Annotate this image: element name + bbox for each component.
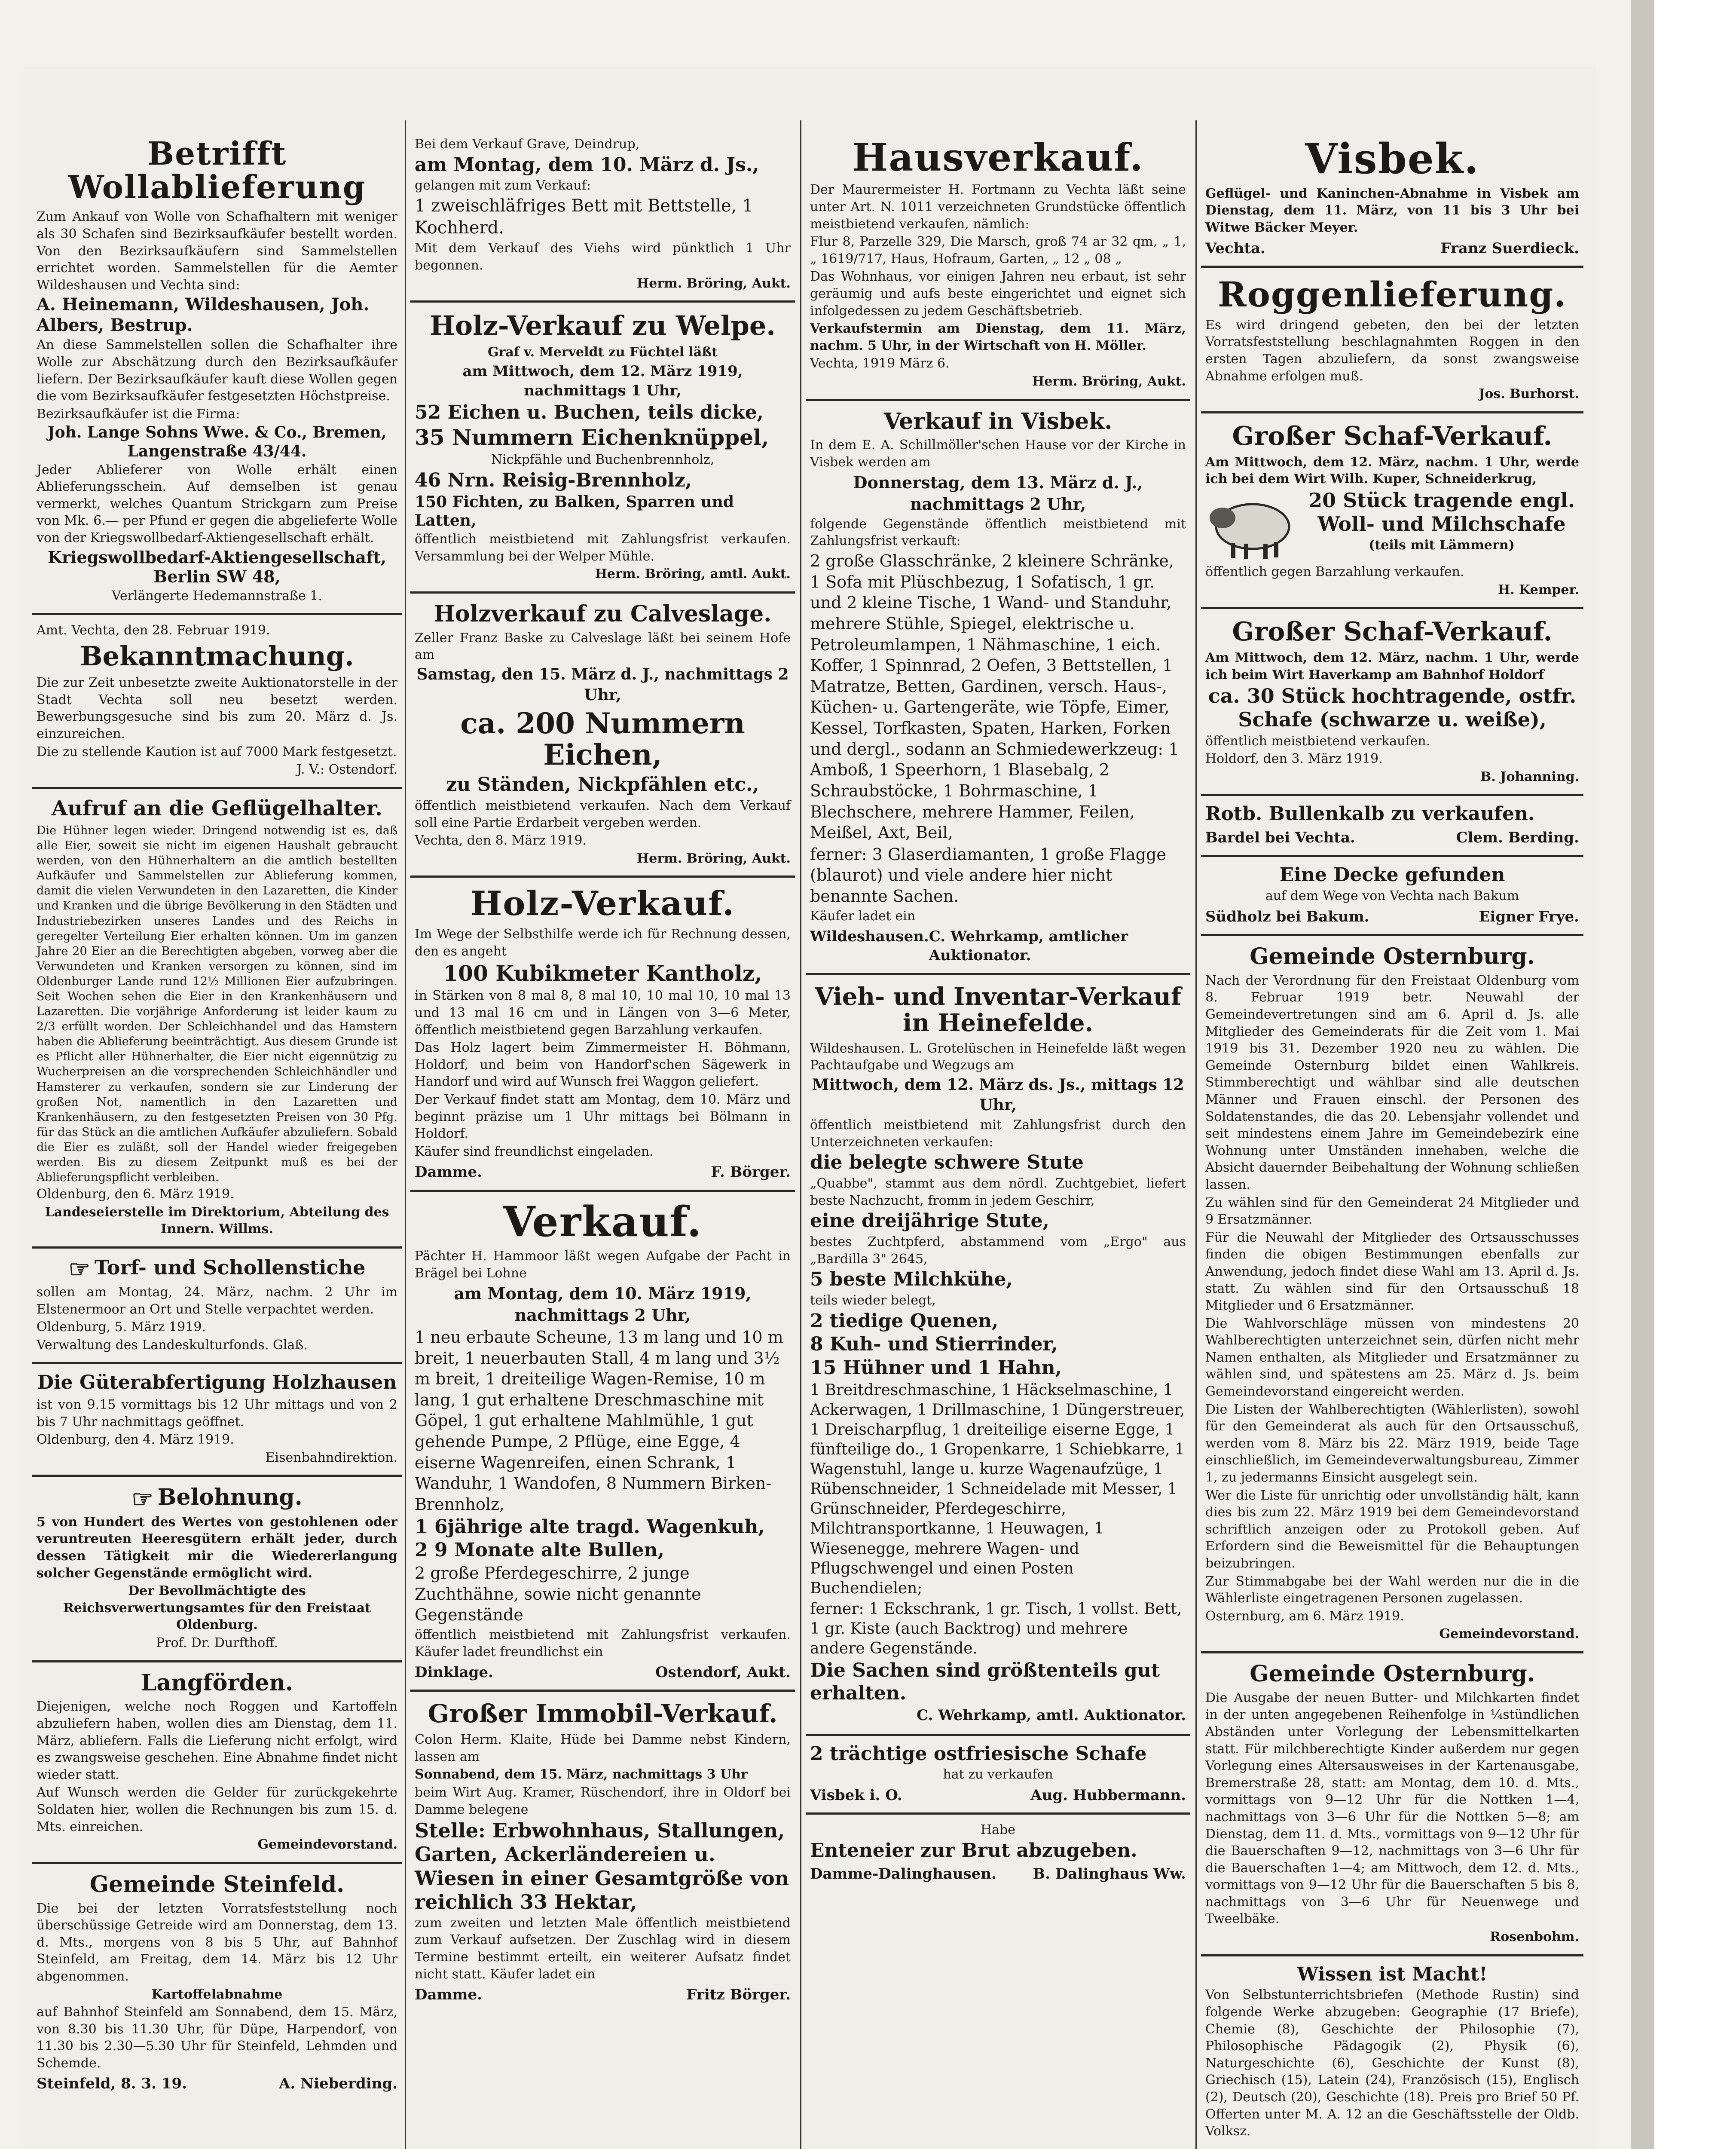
ad-names: A. Heinemann, Wildeshausen, Joh. Albers, Bestrup. xyxy=(37,294,370,336)
ad-text: folgende Gegenstände öffentlich meistbietend mit Zahlungsfrist verkauft: xyxy=(810,516,1186,549)
ad-text: hat zu verkaufen xyxy=(943,1767,1053,1782)
ad-text: Jeder Ablieferer von Wolle erhält einen Ablieferungsschein. Auf demselben ist genau vermerkt, welches Quantum Strickgarn zum Preise von Mk. 6.— per Pfund er gegen die abgelieferte Wolle von der Kriegswollbedarf-Aktiengesellschaft erhält. xyxy=(37,462,397,546)
ad-title: Aufruf an die Geflügelhalter. xyxy=(51,796,383,820)
ad-text: Geflügel- und Kaninchen-Abnahme in Visbek am Dienstag, dem 11. März, von 11 bis 3 Uhr bei Witwe Bäcker Meyer. xyxy=(1205,186,1579,235)
ad-text: gelangen mit zum Verkauf: xyxy=(415,178,591,193)
ad-signature-place: Wildeshausen. xyxy=(810,928,929,946)
ad-text: Am Mittwoch, dem 12. März, nachm. 1 Uhr, werde ich beim Wirt Haverkamp am Bahnhof Holdorf xyxy=(1205,650,1579,683)
ad-schafe xyxy=(806,1736,1190,1815)
sheep-icon xyxy=(1205,492,1296,561)
ad-schaf-verkauf-1 xyxy=(1201,413,1583,609)
ad-text: in Stärken von 8 mal 8, 8 mal 10, 10 mal 10, 10 mal 13 und 13 mal 16 cm und in Längen von 3—6 Meter, öffentlich meistbietend gegen Barzahlung verkaufen. xyxy=(415,988,791,1038)
ad-text: beim Wirt Aug. Kramer, Rüschendorf, ihre in Oldorf bei Damme belegene xyxy=(415,1785,791,1817)
ad-firm: Joh. Lange Sohns Wwe. & Co., Bremen, Langenstraße 43/44. xyxy=(47,423,387,460)
ad-text: sollen am Montag, 24. März, nachm. 2 Uhr im Elstenermoor an Ort und Stelle verpachtet werden. xyxy=(37,1285,397,1317)
ad-schaf-verkauf-2 xyxy=(1201,609,1583,796)
ad-title: Wissen ist Macht! xyxy=(1297,1963,1488,1985)
ad-item-detail: Nickpfähle und Buchenbrennholz, xyxy=(491,452,715,468)
ad-text: Im Wege der Selbsthilfe werde ich für Rechnung dessen, den es angeht xyxy=(415,927,791,959)
ad-item-detail: teils wieder belegt, xyxy=(810,1292,936,1308)
ad-text: Mit dem Verkauf des Viehs wird pünktlich 1 Uhr begonnen. xyxy=(415,241,791,273)
ad-holz-calveslage xyxy=(410,594,795,878)
ad-item: eine dreijährige Stute, xyxy=(810,1210,1049,1232)
ad-title: Eine Decke gefunden xyxy=(1279,864,1505,886)
ad-signature: Herm. Bröring, amtl. Aukt. xyxy=(595,566,791,582)
ad-date-line: am Montag, dem 10. März d. Js., xyxy=(415,153,759,176)
ad-text: Zum Ankauf von Wolle von Schafhaltern mit weniger als 30 Schafen sind Bezirksaufkäufer bestellt worden. Von den Bezirksaufkäufern sind Sammelstellen errichtet worden. Sammelstellen für die Aemter Wildeshausen und Vechta sind: xyxy=(37,209,397,293)
ad-signature-place: Dinklage. xyxy=(415,1664,493,1681)
ad-text: Die bei der letzten Vorratsfeststellung noch überschüssige Getreide wird am Donnerstag, dem 13. d. Mts., morgens von 8 bis 5 Uhr, auf Bahnhof Steinfeld, am Freitag, dem 14. März bis 12 Uhr abgenommen. xyxy=(37,1901,397,1984)
ad-title: Roggenlieferung. xyxy=(1217,274,1567,315)
page-margin xyxy=(1654,0,1736,2149)
ad-date-line: am Montag, dem 10. März 1919, nachmittags 2 Uhr, xyxy=(454,1283,752,1325)
ad-title: Holz-Verkauf zu Welpe. xyxy=(430,310,776,342)
ad-signature: Herm. Bröring, Aukt. xyxy=(1032,373,1186,389)
ad-subtitle: Kartoffelabnahme xyxy=(151,1987,283,2002)
ad-date-line: Samstag, den 15. März d. J., nachmittags 2 Uhr, xyxy=(416,665,789,704)
ad-roggenlieferung xyxy=(1201,268,1583,413)
ad-item: die belegte schwere Stute xyxy=(810,1151,1084,1174)
ad-verkauf-visbek xyxy=(806,401,1190,975)
ad-text: Für die Neuwahl der Mitglieder des Ortsausschusses finden die obigen Bestimmungen ebenfalls zur Anwendung, jedoch findet diese Wahl am 13. April d. Js. statt. Zu wählen sind für den Ortsausschuß 18 Mitglieder und 6 Ersatzmänner. xyxy=(1205,1230,1579,1313)
ad-date-line: Mittwoch, dem 12. März ds. Js., mittags 12 Uhr, xyxy=(812,1075,1184,1114)
ad-signature-place: Visbek i. O. xyxy=(810,1786,902,1804)
ad-title: Betrifft Wollablieferung xyxy=(68,135,366,206)
ad-steinfeld xyxy=(32,1864,402,2101)
ad-signature: Franz Suerdieck. xyxy=(1440,239,1579,257)
ad-item: 100 Kubikmeter Kantholz, xyxy=(443,961,762,986)
ad-text: Der Maurermeister H. Fortmann zu Vechta läßt seine unter Art. N. 1011 verzeichneten Grundstücke öffentlich meistbietend verkaufen, nämlich: xyxy=(810,182,1186,232)
ad-text: Wer die Liste für unrichtig oder unvollständig hält, kann dies bis zum 22. März 1919 bei dem Gemeindevorstand schriftlich anzeigen oder zu Protokoll geben. Auf Erfordern sind die Beweismittel für die Behauptungen beizubringen. xyxy=(1205,1488,1579,1571)
ad-signature: J. V.: Ostendorf. xyxy=(296,762,397,778)
ad-wissen-ist-macht xyxy=(1201,1956,1583,2149)
column-4 xyxy=(1201,129,1583,2149)
ad-text: Der Bevollmächtigte des Reichsverwertungsamtes für den Freistaat Oldenburg. xyxy=(63,1583,371,1633)
ad-text: Graf v. Merveldt zu Füchtel läßt xyxy=(487,345,718,360)
ad-signature: Landeseierstelle im Direktorium, Abteilung des Innern. Willms. xyxy=(45,1204,389,1237)
column-2 xyxy=(410,129,795,2149)
ad-title: Holzverkauf zu Calveslage. xyxy=(434,601,772,628)
pointing-hand-icon: ☞ xyxy=(68,1255,90,1283)
column-3 xyxy=(806,129,1190,2149)
ad-gemeinde-osternburg-karten xyxy=(1201,1653,1583,1956)
ad-belohnung xyxy=(32,1477,402,1662)
ad-text: Verkaufstermin am Dienstag, dem 11. März, nachm. 5 Uhr, in der Wirtschaft von H. Möller. xyxy=(810,321,1186,353)
ad-text: Flur 8, Parzelle 329, Die Marsch, groß 74 ar 32 qm, „ 1, „ 1619/717, Haus, Hofraum, Garten, „ 12 „ 08 „ xyxy=(810,234,1186,266)
ad-text: Nach der Verordnung für den Freistaat Oldenburg vom 8. Februar 1919 betr. Neuwahl der Gemeindevertretungen sind am 6. April d. Js. alle Mitglieder des Gemeinderats für die Zeit vom 1. Mai 1919 bis 31. Dezember 1920 neu zu wählen. Die Gemeinde Osternburg bildet einen Wahlkreis. Stimmberechtigt und wählbar sind alle deutschen Männer und Frauen einschl. der Personen des Soldatenstandes, die das 20. Lebensjahr vollendet und seit mindestens einem Jahre im Gemeindebezirk eine Wohnung unter Umständen innehaben, welche die Absicht dauernder Beibehaltung der Wohnung schließen lassen. xyxy=(1205,973,1579,1192)
ad-date: Oldenburg, den 4. März 1919. xyxy=(37,1432,234,1448)
ad-title: Gemeinde Osternburg. xyxy=(1250,943,1535,970)
ad-signature-place: Steinfeld, 8. 3. 19. xyxy=(37,2075,187,2093)
ad-title: Vieh- und Inventar-Verkauf in Heinefelde. xyxy=(815,982,1181,1038)
ad-text: Die zu stellende Kaution ist auf 7000 Mark festgesetzt. xyxy=(37,744,397,759)
ad-item: 150 Fichten, zu Balken, Sparren und Latten, xyxy=(415,493,734,530)
ad-text: Pächter H. Hammoor läßt wegen Aufgabe der Pacht in Brägel bei Lohne xyxy=(415,1249,791,1281)
ad-signature-place: Südholz bei Bakum. xyxy=(1205,908,1369,925)
ad-signature-line: Verlängerte Hedemannstraße 1. xyxy=(112,588,322,603)
ad-signature: Kriegswollbedarf-Aktiengesellschaft, Berlin SW 48, xyxy=(48,547,386,587)
ad-gueterabfertigung xyxy=(32,1364,402,1477)
ad-text: öffentlich meistbietend verkaufen. xyxy=(1205,733,1430,749)
ad-signature: Rosenbohm. xyxy=(1490,1929,1579,1945)
ad-text: Diejenigen, welche noch Roggen und Kartoffeln abzuliefern haben, wollen dies am Dienstag, dem 11. März, abliefern. Falls die Lieferung nicht erfolgt, wird es zwangsweise geschehen. Eine Abnahme findet nicht wieder statt. xyxy=(37,1699,397,1782)
ad-immobil-verkauf xyxy=(410,1692,795,2012)
ad-text: Die zur Zeit unbesetzte zweite Auktionatorstelle in der Stadt Vechta soll neu besetzt werden. Bewerbungsgesuche sind bis zum 20. März d. Js. einzureichen. xyxy=(37,675,397,741)
column-rule xyxy=(1195,120,1197,2149)
ad-gemeinde-osternburg-wahl xyxy=(1201,936,1583,1653)
ad-text: öffentlich meistbietend mit Zahlungsfrist verkaufen. Versammlung bei der Welper Mühle. xyxy=(415,532,791,564)
ad-signature-place: Bardel bei Vechta. xyxy=(1205,829,1355,847)
ad-item: 35 Nummern Eichenknüppel, xyxy=(415,425,769,450)
ad-signature: Verwaltung des Landeskulturfonds. Glaß. xyxy=(37,1337,308,1353)
ad-title: Bekanntmachung. xyxy=(80,640,354,672)
ad-item: 15 Hühner und 1 Hahn, xyxy=(810,1357,1062,1379)
ad-signature: Jos. Burhorst. xyxy=(1479,386,1579,402)
ad-items: ferner: 3 Glaserdiamanten, 1 große Flagge (blaurot) und viele andere hier nicht benannte Sachen. xyxy=(810,845,1166,906)
ad-grave xyxy=(410,129,795,303)
ad-signature-place: Vechta. xyxy=(1205,239,1265,257)
ad-text: Es wird dringend gebeten, den bei der letzten Vorratsfeststellung beschlagnahmten Roggen in den ersten Tagen abzuliefern, da sonst zwangsweise Abnahme erfolgen muß. xyxy=(1205,317,1579,384)
ad-text: In dem E. A. Schillmöller'schen Hause vor der Kirche in Visbek werden am xyxy=(810,438,1186,470)
ad-text: auf dem Wege von Vechta nach Bakum xyxy=(1265,888,1519,904)
ad-text: Die Hühner legen wieder. Dringend notwendig ist es, daß alle Eier, soweit sie nicht im eigenen Haushalt gebraucht werden, von den Hühnerhaltern an die amtlich bestellten Aufkäufer und Sammelstellen zur Ablieferung kommen, damit die vielen Verwundeten in den Lazaretten, die Kinder und Kranken und die übrige Bevölkerung in den Städten und Industriebezirken unseres Landes und des Reichs in geregelter Verteilung Eier erhalten können. Um im ganzen Jahre 20 Eier an die Berechtigten abgeben, vorweg aber die Verwundeten und Kranken versorgen zu können, sind im Oldenburger Lande rund 12½ Millionen Eier aufzubringen. Seit Wochen sehen die Eier in den Krankenhäusern und Lazaretten. Die vorjährige Anforderung ist leider kaum zu 2/3 erfüllt worden. Der Schleichhandel und das Hamstern haben die Ablieferung beeinträchtigt. Aus diesem Grunde ist es Pflicht aller Hühnerhalter, die Eier nicht eigennützig zu Wucherpreisen an die vorsprechenden Schleichhändler und Hamsterer zu verkaufen, sondern sie zur Linderung der großen Not, namentlich in den Lazaretten und Krankenhäusern, zu den festgesetzten Preisen von 30 Pfg. für das Stück an die amtlichen Aufkäufer abzuliefern. Sobald die Eier es zuläßt, soll der Handel wieder freigegeben werden. Bis zu diesem Zeitpunkt muß es bei der Ablieferungspflicht verbleiben. xyxy=(37,823,397,1185)
ad-text: öffentlich meistbietend mit Zahlungsfrist durch den Unterzeichneten verkaufen: xyxy=(810,1117,1186,1150)
column-1 xyxy=(32,129,402,2149)
ad-date: Holdorf, den 3. März 1919. xyxy=(1205,751,1383,767)
ad-title: Großer Schaf-Verkauf. xyxy=(1232,617,1553,647)
ad-date-line: Donnerstag, dem 13. März d. J., nachmittags 2 Uhr, xyxy=(853,472,1143,514)
ad-text: Das Wohnhaus, vor einigen Jahren neu erbaut, ist sehr geräumig und aufs beste eingerichtet und eignet sich infolgedessen zu jedem Geschäftsbetrieb. xyxy=(810,269,1186,318)
ad-holz-verkauf xyxy=(410,878,795,1191)
ad-title: Holz-Verkauf. xyxy=(470,884,735,924)
ad-date-line: am Mittwoch, dem 12. März 1919, nachmittags 1 Uhr, xyxy=(462,362,743,399)
ad-date: Vechta, 1919 März 6. xyxy=(810,356,950,371)
ad-title: Großer Schaf-Verkauf. xyxy=(1232,421,1553,451)
ad-signature: F. Börger. xyxy=(711,1163,791,1181)
ad-text: Auf Wunsch werden die Gelder für zurückgekehrte Soldaten hier, wollen die Rechnungen bis zum 15. d. Mts. einreichen. xyxy=(37,1785,397,1834)
ad-holz-welpe xyxy=(410,303,795,594)
ad-signature: Eigner Frye. xyxy=(1479,908,1579,925)
ad-signature: Clem. Berding. xyxy=(1456,829,1579,847)
ad-title: Verkauf. xyxy=(503,1197,703,1246)
ad-signature: Ostendorf, Aukt. xyxy=(655,1664,791,1681)
ad-signature: Fritz Börger. xyxy=(686,1986,791,2004)
ad-title: Großer Immobil-Verkauf. xyxy=(428,1699,778,1729)
ad-text: Das Holz lagert beim Zimmermeister H. Böhmann, Holdorf, und beim von Handorf'schen Sägewerk in Handorf und wird auf Wunsch frei Waggon geliefert. xyxy=(415,1040,791,1090)
ad-title: Gemeinde Osternburg. xyxy=(1250,1660,1535,1687)
ad-items: 1 zweischläfriges Bett mit Bettstelle, 1 Kochherd. xyxy=(415,196,753,238)
ad-item: 2 9 Monate alte Bullen, xyxy=(415,1539,664,1561)
ad-verkauf-hammoor xyxy=(410,1192,795,1692)
ad-text: Habe xyxy=(980,1822,1015,1838)
ad-item: ca. 30 Stück hochtragende, ostfr. Schafe (schwarze u. weiße), xyxy=(1208,684,1577,732)
pointing-hand-icon: ☞ xyxy=(131,1485,153,1513)
ad-date: Osternburg, am 6. März 1919. xyxy=(1205,1608,1404,1624)
ad-title: Gemeinde Steinfeld. xyxy=(89,1871,345,1898)
ad-signature: H. Kemper. xyxy=(1498,582,1579,597)
ad-signature: Aug. Hubbermann. xyxy=(1030,1786,1186,1804)
ad-text: zum zweiten und letzten Male öffentlich meistbietend zum Verkauf aufsetzen. Der Zuschlag wird in diesem Termine bestimmt erteilt, ein weiterer Aufsatz findet nicht statt. Käufer ladet ein xyxy=(415,1915,791,1982)
ad-signature: Herm. Bröring, Aukt. xyxy=(636,851,791,866)
ad-text: Der Verkauf findet statt am Montag, dem 10. März und beginnt präzise um 1 Uhr mittags bei Bölmann in Holdorf. xyxy=(415,1092,791,1142)
ad-items: 1 Breitdreschmaschine, 1 Häckselmaschine, 1 Ackerwagen, 1 Drillmaschine, 1 Düngerstreuer, 1 Dreischarpflug, 1 dreiteilige eiserne Egge, 1 fünfteilige do., 1 Gropenkarre, 1 Schiebkarre, 1 Wagenstuhl, lange u. kurze Wagenaufzüge, 1 Rübenschneider, 1 Schneidelade mit Messer, 1 Grünschneider, Pferdegeschirre, Milchtransportkanne, 1 Heuwagen, 1 Wiesenegge, mehrere Wagen- und Pflugschwengel und einen Posten Buchendielen; xyxy=(810,1381,1185,1597)
ad-text: Die Wahlvorschläge müssen von mindestens 20 Wahlberechtigten unterzeichnet sein, dürfen nicht mehr Namen enthalten, als Mitglieder und Ersatzmänner zu wählen sind, und spätestens am 25. März d. Js. beim Gemeindevorstand eingereicht werden. xyxy=(1205,1316,1579,1399)
ad-item: 5 beste Milchkühe, xyxy=(810,1268,1013,1291)
ad-text: Käufer sind freundlichst eingeladen. xyxy=(415,1144,654,1159)
ad-text: Käufer ladet ein xyxy=(810,908,916,924)
ad-items: 2 große Pferdegeschirre, 2 junge Zuchthähne, sowie nicht genannte Gegenstände xyxy=(415,1564,701,1625)
ad-item: 20 Stück tragende engl. Woll- und Milchschafe xyxy=(1308,488,1575,536)
ad-text: Zeller Franz Baske zu Calveslage läßt bei seinem Hofe am xyxy=(415,630,791,663)
ad-signature: Eisenbahndirektion. xyxy=(265,1450,397,1465)
ad-items: 2 große Glasschränke, 2 kleinere Schränke, 1 Sofa mit Plüschbezug, 1 Sofatisch, 1 gr. und 2 kleine Tische, 1 Wand- und Standuhr, mehrere Stühle, Spiegel, elektrische u. Petroleumlampen, 1 Nähmaschine, 1 eich. Koffer, 1 Spinnrad, 2 Oefen, 3 Bettstellen, 1 Matratze, Betten, Gardinen, versch. Haus-, Küchen- u. Gartengeräte, wie Töpfe, Eimer, Kessel, Torfkasten, Spaten, Harken, Forken und dergl., sodann an Schmiedewerkzeug: 1 Amboß, 1 Speerhorn, 1 Blasebalg, 2 Schraubstöcke, 1 Bohrmaschine, 1 Blechschere, mehrere Hammer, Feilen, Meißel, Axt, Beil, xyxy=(810,551,1179,842)
ad-text: Zur Stimmabgabe bei der Wahl werden nur die in die Wählerliste eingetragenen Personen zugelassen. xyxy=(1205,1573,1579,1606)
ad-bekanntmachung xyxy=(32,615,402,789)
ad-title: 2 trächtige ostfriesische Schafe xyxy=(810,1742,1147,1765)
ad-signature: C. Wehrkamp, amtl. Auktionator. xyxy=(917,1706,1186,1724)
ad-decke-gefunden xyxy=(1201,857,1583,936)
ad-text: Am Mittwoch, dem 12. März, nachm. 1 Uhr, werde ich bei dem Wirt Wilh. Kuper, Schneiderkrug, xyxy=(1205,454,1579,487)
ad-title: Belohnung. xyxy=(157,1484,303,1511)
ad-signature-place: Damme-Dalinghausen. xyxy=(810,1865,996,1883)
ad-text: öffentlich meistbietend verkaufen. Nach dem Verkauf soll eine Partie Erdarbeit vergeben werden. xyxy=(415,798,791,830)
ad-item: 52 Eichen u. Buchen, teils dicke, xyxy=(415,401,764,423)
ad-signature: C. Wehrkamp, amtlicher Auktionator. xyxy=(929,928,1128,964)
ad-date: Oldenburg, den 6. März 1919. xyxy=(37,1187,234,1202)
column-rule xyxy=(800,120,801,2149)
ad-title: Rotb. Bullenkalb zu verkaufen. xyxy=(1205,803,1535,825)
ad-text: öffentlich meistbietend mit Zahlungsfrist verkaufen. Käufer ladet freundlichst ein xyxy=(415,1627,791,1659)
ad-title: Hausverkauf. xyxy=(852,135,1144,180)
ad-gefluegelhalter xyxy=(32,789,402,1249)
ad-item: Stelle: Erbwohnhaus, Stallungen, Garten, Ackerländereien u. Wiesen in einer Gesamtgröße von reichlich 33 Hektar, xyxy=(415,1819,789,1913)
ad-text: An diese Sammelstellen sollen die Schafhalter ihre Wolle zur Abschätzung durch den Bezirksaufkäufer liefern. Der Bezirksaufkäufer kauft diese Wollen gegen die vom Bezirksaufkäufer festgesetzten Höchstpreise. xyxy=(37,337,397,404)
ad-text: auf Bahnhof Steinfeld am Sonnabend, dem 15. März, von 8.30 bis 11.30 Uhr, für Düpe, Harpendorf, von 11.30 bis 2.30—5.30 Uhr für Steinfeld, Lehmden und Schemde. xyxy=(37,2005,397,2071)
ad-date: Oldenburg, 5. März 1919. xyxy=(37,1319,206,1335)
ad-title: Torf- und Schollenstiche xyxy=(94,1256,366,1279)
ad-signature: A. Nieberding. xyxy=(278,2075,397,2093)
ad-signature-place: Damme. xyxy=(415,1163,482,1181)
ad-visbek-abnahme xyxy=(1201,129,1583,268)
ad-date-line: Sonnabend, dem 15. März, nachmittags 3 Uhr xyxy=(415,1767,748,1782)
ad-langfoerden xyxy=(32,1662,402,1864)
ad-signature: B. Johanning. xyxy=(1480,769,1579,784)
ad-items: ferner: 1 Eckschrank, 1 gr. Tisch, 1 vollst. Bett, 1 gr. Kiste (auch Backtrog) und mehrere andere Gegenstände. xyxy=(810,1600,1182,1657)
ad-text: Colon Herm. Klaite, Hüde bei Damme nebst Kindern, lassen am xyxy=(415,1732,791,1764)
ad-hausverkauf xyxy=(806,129,1190,401)
ad-date: Vechta, den 8. März 1919. xyxy=(415,833,587,848)
ad-text: Die Listen der Wahlberechtigten (Wählerlisten), sowohl für den Gemeinderat als auch für den Ortsausschuß, werden vom 8. März bis 22. März 1919, beide Tage einschließlich, im Gemeindeverwaltungsbureau, Zimmer 1, zu jedermanns Einsicht ausgelegt sein. xyxy=(1205,1402,1579,1485)
ad-item-detail: zu Ständen, Nickpfählen etc., xyxy=(446,774,759,796)
ad-text: Bezirksaufkäufer ist die Firma: xyxy=(37,406,240,422)
ad-torfstiche xyxy=(32,1249,402,1364)
ad-vieh-inventar xyxy=(806,975,1190,1736)
ad-text: öffentlich gegen Barzahlung verkaufen. xyxy=(1205,564,1464,579)
ad-items: 1 neu erbaute Scheune, 13 m lang und 10 m breit, 1 neuerbauten Stall, 4 m lang und 3½ m breit, 1 dreiteilige Wagen-Remise, 10 m lang, 1 gut erhaltene Dreschmaschine mit Göpel, 1 gut erhaltene Mahlmühle, 1 gut gehende Pumpe, 2 Pflüge, eine Egge, 4 eiserne Wagenreifen, einen Schrank, 1 Wanduhr, 1 Wandofen, 8 Nummern Birken-Brennholz, xyxy=(415,1327,783,1514)
ad-title: Langförden. xyxy=(141,1669,293,1696)
page-edge-shadow xyxy=(1631,0,1654,2149)
ad-item-detail: „Quabbe", stammt aus dem nördl. Zuchtgebiet, liefert beste Nachzucht, fromm in jedem Geschirr, xyxy=(810,1176,1186,1208)
ad-text: Zu wählen sind für den Gemeinderat 24 Mitglieder und 9 Ersatzmänner. xyxy=(1205,1195,1579,1228)
ad-item-detail: (teils mit Lämmern) xyxy=(1369,538,1515,553)
ad-signature: Prof. Dr. Durfthoff. xyxy=(156,1635,278,1650)
ad-title: Die Güterabfertigung Holzhausen xyxy=(37,1371,397,1394)
ad-title: Enteneier zur Brut abzugeben. xyxy=(810,1839,1137,1861)
ad-text: ist von 9.15 vormittags bis 12 Uhr mittags und von 2 bis 7 Uhr nachmittags geöffnet. xyxy=(37,1397,397,1430)
ad-dateline: Amt. Vechta, den 28. Februar 1919. xyxy=(37,623,270,638)
ad-item: 1 6jährige alte tragd. Wagenkuh, xyxy=(415,1515,765,1538)
ad-text: Bei dem Verkauf Grave, Deindrup, xyxy=(415,137,640,152)
ad-item-detail: bestes Zuchtpferd, abstammend vom „Ergo" aus „Bardilla 3" 2645, xyxy=(810,1234,1186,1267)
ad-signature-place: Damme. xyxy=(415,1986,482,2004)
ad-signature: B. Dalinghaus Ww. xyxy=(1033,1865,1186,1883)
ad-signature: Gemeindevorstand. xyxy=(257,1837,397,1852)
column-rule xyxy=(405,120,406,2149)
ad-title: Visbek. xyxy=(1305,135,1479,183)
ad-signature: Herm. Bröring, Aukt. xyxy=(636,276,791,291)
ad-bullenkalb xyxy=(1201,796,1583,857)
ad-item: 2 tiedige Quenen, xyxy=(810,1310,999,1332)
ad-text: Wildeshausen. L. Grotelüschen in Heinefelde läßt wegen Pachtaufgabe und Wegzugs am xyxy=(810,1041,1186,1073)
ad-text: Von Selbstunterrichtsbriefen (Methode Rustin) sind folgende Werke abzugeben: Geographie (17 Briefe), Chemie (8), Geschichte der Philosophie (7), Philosophische Pädagogik (2), Physik (6), Naturgeschichte (6), Geschichte der Kunst (8), Griechisch (15), Latein (24), Französisch (15), Englisch (2), Deutsch (20), Geschichte (18). Preis pro Brief 50 Pf. Offerten unter M. A. 12 an die Geschäftsstelle der Oldb. Volksz. xyxy=(1205,1987,1579,2139)
ad-wollablieferung xyxy=(32,129,402,615)
ad-item: 46 Nrn. Reisig-Brennholz, xyxy=(415,469,692,492)
ad-enteneier xyxy=(806,1815,1190,1892)
ad-title: Verkauf in Visbek. xyxy=(883,408,1113,435)
ad-item: Die Sachen sind größtenteils gut erhalten. xyxy=(810,1659,1160,1704)
ad-text: 5 von Hundert des Wertes von gestohlenen oder veruntreuten Heeresgütern erhält jeder, durch dessen Tätigkeit mir die Wiedererlangung solcher Gegenstände ermöglicht wird. xyxy=(37,1514,397,1581)
ad-text: Die Ausgabe der neuen Butter- und Milchkarten findet in der unten angegebenen Reihenfolge in ¼stündlichen Abständen unter Vorlegung der Lebensmittelkarten statt. Für milchberechtigte Kinder außerdem nur gegen Vorlegung eines Altersausweises in der Kartenausgabe, Bremerstraße 28, statt: am Montag, dem 10. d. Mts., vormittags von 9—12 Uhr für die Nottken 1—4, nachmittags von 3—6 Uhr für die Nottken 5—8; am Dienstag, dem 11. d. Mts., vormittags von 9—12 Uhr für die Bauerschaften 9—12, nachmittags von 3—6 Uhr für die Bauerschaften 1—4; am Mittwoch, dem 12. d. Mts., vormittags von 9—12 Uhr für die Bauerschaften 5 bis 8, nachmittags von 3—6 Uhr für Neuenwege und Tweelbäke. xyxy=(1205,1690,1579,1927)
ad-item: ca. 200 Nummern Eichen, xyxy=(460,707,745,771)
ad-signature: Gemeindevorstand. xyxy=(1439,1626,1579,1642)
ad-item: 8 Kuh- und Stierrinder, xyxy=(810,1333,1058,1356)
